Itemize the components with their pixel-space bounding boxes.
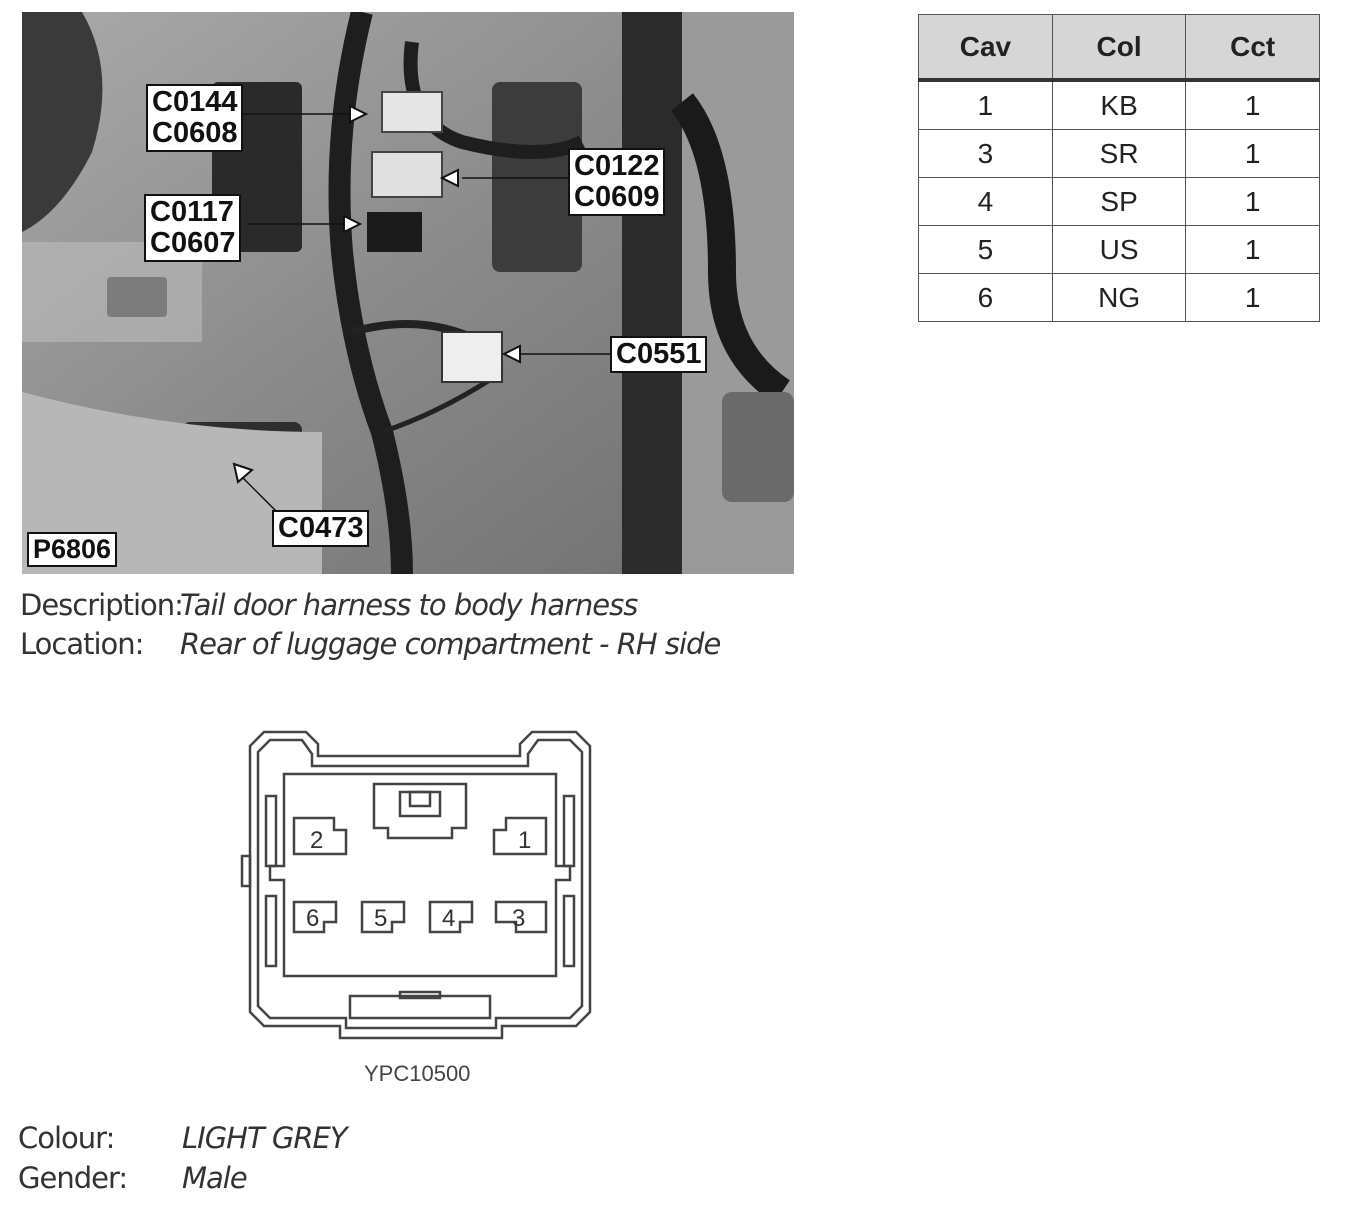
table-row bbox=[919, 130, 1320, 178]
cavity-number: 5 bbox=[374, 905, 388, 932]
table-cell: US bbox=[1052, 226, 1186, 274]
callout-label: C0608 bbox=[152, 117, 238, 149]
callout-c0144-c0608 bbox=[146, 84, 243, 152]
table-row bbox=[919, 178, 1320, 226]
part-number: YPC10500 bbox=[364, 1061, 471, 1086]
connector-face-diagram bbox=[240, 726, 600, 1056]
table-cell: SR bbox=[1052, 130, 1186, 178]
photo-ref-label: P6806 bbox=[27, 532, 117, 567]
cavity-number: 6 bbox=[306, 905, 320, 932]
callout-c0122-c0609 bbox=[568, 148, 665, 216]
callout-label: C0609 bbox=[574, 181, 660, 213]
table-cell: 4 bbox=[919, 178, 1053, 226]
column-header: Cct bbox=[1186, 15, 1320, 81]
table-header-row bbox=[919, 15, 1320, 81]
table-cell: KB bbox=[1052, 80, 1186, 130]
callout-c0117-c0607 bbox=[144, 194, 241, 262]
cavity-number: 3 bbox=[512, 905, 526, 932]
table-row bbox=[919, 226, 1320, 274]
table-cell: 1 bbox=[1186, 178, 1320, 226]
table-cell: 5 bbox=[919, 226, 1053, 274]
table-cell: 1 bbox=[1186, 274, 1320, 322]
gender-value: Male bbox=[182, 1161, 247, 1195]
colour-label: Colour: bbox=[18, 1121, 115, 1155]
callout-label: C0117 bbox=[150, 196, 234, 228]
cavity-number: 2 bbox=[310, 827, 324, 854]
location-label: Location: bbox=[20, 627, 144, 661]
harness-photo bbox=[22, 12, 794, 574]
table-cell: 1 bbox=[1186, 80, 1320, 130]
table-row bbox=[919, 80, 1320, 130]
callout-label: C0551 bbox=[616, 338, 702, 370]
photo-illustration bbox=[22, 12, 794, 574]
table-cell: 1 bbox=[1186, 130, 1320, 178]
colour-value: LIGHT GREY bbox=[182, 1121, 347, 1155]
table-row bbox=[919, 274, 1320, 322]
column-header: Cav bbox=[919, 15, 1053, 81]
callout-label: C0144 bbox=[152, 86, 238, 118]
callout-label: C0122 bbox=[574, 150, 660, 182]
location-value: Rear of luggage compartment - RH side bbox=[180, 627, 721, 661]
table-cell: 1 bbox=[1186, 226, 1320, 274]
cavity-number: 4 bbox=[442, 905, 456, 932]
table-cell: 3 bbox=[919, 130, 1053, 178]
callout-label: C0607 bbox=[150, 227, 236, 259]
cavity-number: 1 bbox=[518, 827, 532, 854]
callout-label: C0473 bbox=[278, 512, 364, 544]
description-label: Description: bbox=[20, 588, 183, 622]
gender-label: Gender: bbox=[18, 1161, 128, 1195]
table-cell: SP bbox=[1052, 178, 1186, 226]
cavity-table bbox=[918, 14, 1320, 322]
description-value: Tail door harness to body harness bbox=[180, 588, 638, 622]
table-cell: 6 bbox=[919, 274, 1053, 322]
table-cell: 1 bbox=[919, 80, 1053, 130]
callout-c0473 bbox=[272, 510, 369, 547]
table-cell: NG bbox=[1052, 274, 1186, 322]
callout-c0551 bbox=[610, 336, 707, 373]
column-header: Col bbox=[1052, 15, 1186, 81]
